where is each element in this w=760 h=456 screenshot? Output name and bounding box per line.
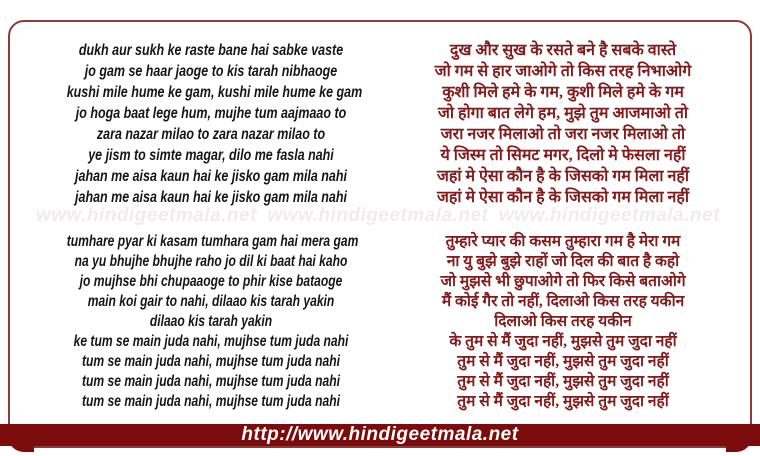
- lyric-line-english: ye jism to simte magar, dilo me fasla nahi: [88, 147, 334, 164]
- lyric-line-hindi: कुशी मिले हमे के गम, कुशी मिले हमे के गम: [442, 84, 684, 101]
- watermark-text: www.hindigeetmala.net: [499, 205, 720, 226]
- lyric-line-hindi: जहां मे ऐसा कौन है के जिसको गम मिला नहीं: [436, 168, 690, 185]
- lyric-line-english: ke tum se main juda nahi, mujhse tum juda nahi: [73, 333, 349, 350]
- lyric-line-hindi: ये जिस्म तो सिमट मगर, दिलो मे फेसला नहीं: [440, 147, 686, 164]
- lyric-line-english: kushi mile hume ke gam, kushi mile hume ke gam: [66, 84, 363, 101]
- watermark-text: www.hindigeetmala.net: [36, 205, 257, 226]
- lyric-line-english: zara nazar milao to zara nazar milao to: [96, 126, 326, 143]
- lyric-line-hindi: जहां मे ऐसा कौन है के जिसको गम मिला नहीं: [436, 189, 690, 206]
- lyric-line-english: tumhare pyar ki kasam tumhara gam hai mera gam: [66, 233, 359, 250]
- stanza-2-english-column: [66, 232, 359, 412]
- lyric-line-hindi: तुम से मैं जुदा नहीं, मुझसे तुम जुदा नहीं: [457, 353, 669, 370]
- lyric-line-english: na yu bhujhe bhujhe raho jo dil ki baat hai kaho: [74, 253, 348, 270]
- lyric-line-hindi: तुम से मैं जुदा नहीं, मुझसे तुम जुदा नहीं: [457, 393, 669, 410]
- lyric-line-english: jo hoga baat lege hum, mujhe tum aajmaao to: [75, 105, 347, 122]
- lyric-line-hindi: मैं कोई गैर तो नहीं, दिलाओ किस तरह यकीन: [441, 293, 685, 310]
- lyric-line-hindi: जरा नजर मिलाओ तो जरा नजर मिलाओ तो: [440, 126, 686, 143]
- lyric-line-english: jo gam se haar jaoge to kis tarah nibhaoge: [84, 63, 338, 80]
- lyric-line-hindi: जो गम से हार जाओगे तो किस तरह निभाओगे: [434, 63, 692, 80]
- stanza-2-hindi-column: [386, 232, 740, 412]
- lyric-line-hindi: ना यु बुझे बुझे राहों जो दिल की बात है कहो: [446, 253, 680, 270]
- lyric-line-hindi: तुम से मैं जुदा नहीं, मुझसे तुम जुदा नहीं: [457, 373, 669, 390]
- stanza-1-hindi-column: [386, 40, 740, 208]
- stanza-1-english-column: [66, 40, 363, 208]
- lyric-line-english: jo mujhse bhi chupaaoge to phir kise bataoge: [79, 273, 343, 290]
- footer-bar: [0, 424, 760, 446]
- lyric-line-english: tum se main juda nahi, mujhse tum juda nahi: [82, 373, 340, 390]
- lyric-line-english: jahan me aisa kaun hai ke jisko gam mila nahi: [75, 168, 347, 185]
- footer-url: http://www.hindigeetmala.net: [241, 424, 519, 445]
- lyric-line-english: tum se main juda nahi, mujhse tum juda nahi: [82, 393, 340, 410]
- lyric-line-english: dilaao kis tarah yakin: [149, 313, 273, 330]
- lyric-line-english: main koi gair to nahi, dilaao kis tarah yakin: [87, 293, 335, 310]
- lyric-line-english: jahan me aisa kaun hai ke jisko gam mila nahi: [75, 189, 347, 206]
- lyric-line-hindi: तुम्हारे प्यार की कसम तुम्हारा गम है मेरा गम: [445, 233, 681, 250]
- watermark-text: www.hindigeetmala.net: [267, 205, 489, 226]
- lyric-line-hindi: के तुम से मैं जुदा नहीं, मुझसे तुम जुदा नहीं: [449, 333, 677, 350]
- lyric-line-english: dukh aur sukh ke raste bane hai sabke vaste: [78, 42, 344, 59]
- lyric-line-hindi: दुख और सुख के रसते बने है सबके वास्ते: [449, 42, 677, 59]
- lyric-line-hindi: जो मुझसे भी छुपाओगे तो फिर किसे बताओगे: [440, 273, 686, 290]
- lyric-line-english: tum se main juda nahi, mujhse tum juda nahi: [82, 353, 340, 370]
- lyric-line-hindi: दिलाओ किस तरह यकीन: [494, 313, 632, 330]
- lyric-line-hindi: जो होगा बात लेगे हम, मुझे तुम आजमाओ तो: [437, 105, 689, 122]
